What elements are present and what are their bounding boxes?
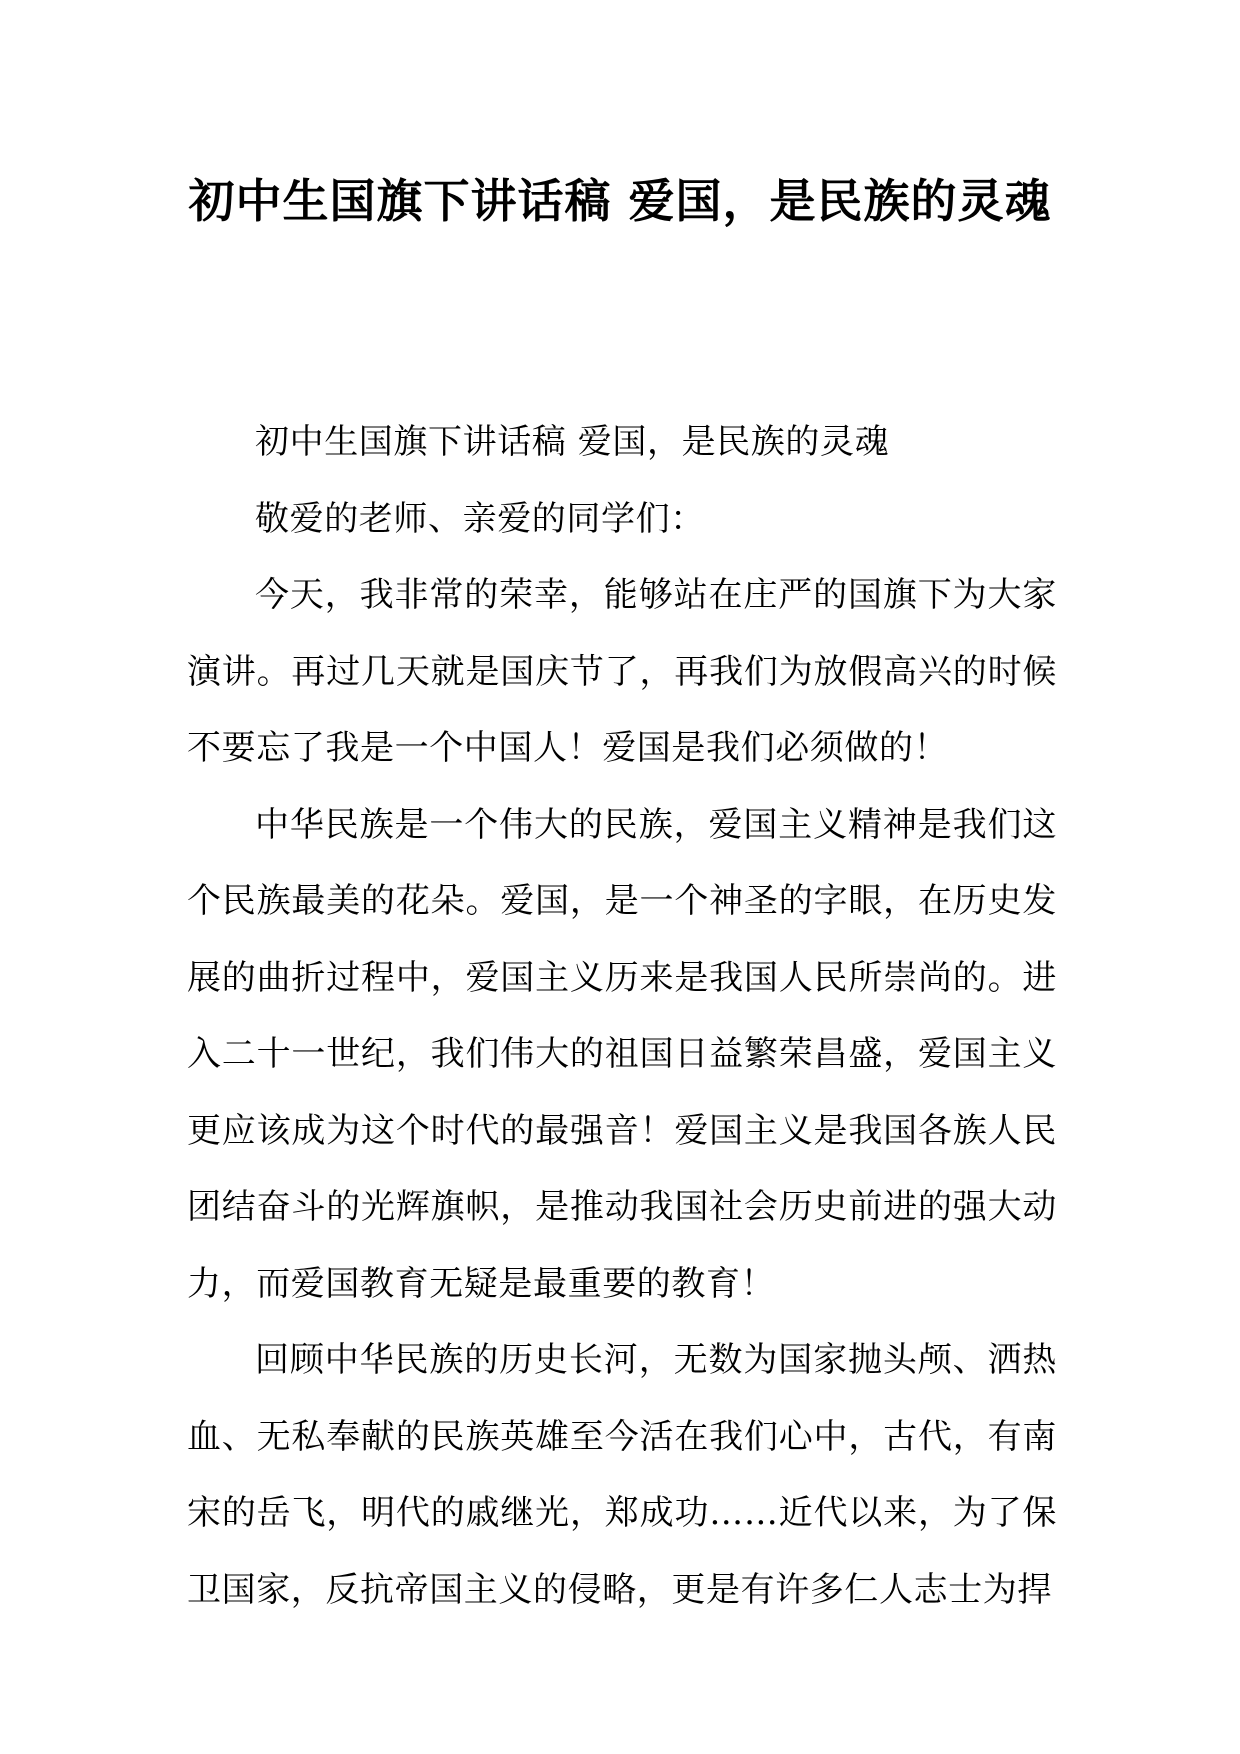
paragraph-opening: 今天，我非常的荣幸，能够站在庄严的国旗下为大家演讲。再过几天就是国庆节了，再我们为放假高兴的时候不要忘了我是一个中国人！爱国是我们必须做的！ xyxy=(187,575,1057,768)
document-body xyxy=(187,404,1057,1628)
paragraph-salutation: 敬爱的老师、亲爱的同学们： xyxy=(255,498,705,539)
paragraph-heading-repeat: 初中生国旗下讲话稿 爱国，是民族的灵魂 xyxy=(255,422,890,462)
paragraph-patriotism-spirit: 中华民族是一个伟大的民族，爱国主义精神是我们这个民族最美的花朵。爱国，是一个神圣的字眼，在历史发展的曲折过程中，爱国主义历来是我国人民所崇尚的。进入二十一世纪，我们伟大的祖国日益繁荣昌盛，爱国主义更应该成为这个时代的最强音！爱国主义是我国各族人民团结奋斗的光辉旗帜，是推动我国社会历史前进的强大动力，而爱国教育无疑是最重要的教育！ xyxy=(187,804,1057,1304)
document-title: 初中生国旗下讲话稿 爱国，是民族的灵魂 xyxy=(188,174,1052,228)
paragraph-national-heroes: 回顾中华民族的历史长河，无数为国家抛头颅、洒热血、无私奉献的民族英雄至今活在我们心中，古代，有南宋的岳飞，明代的戚继光，郑成功……近代以来，为了保卫国家，反抗帝国主义的侵略，更是有许多仁人志士为捍 xyxy=(187,1340,1057,1610)
